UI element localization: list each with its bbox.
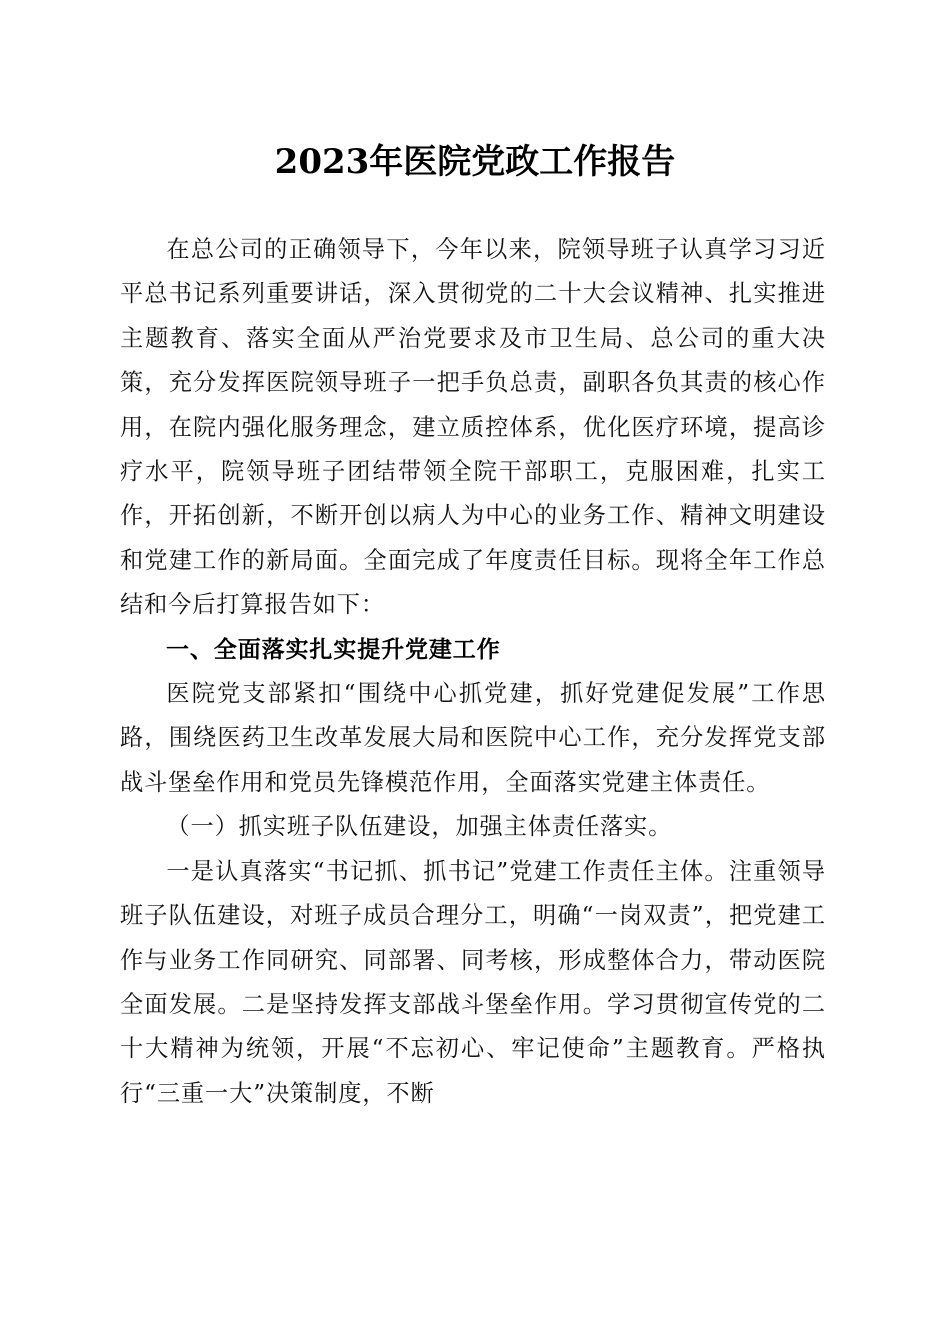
intro-paragraph: 在总公司的正确领导下，今年以来，院领导班子认真学习习近平总书记系列重要讲话，深入贯彻党的二十大会议精神、扎实推进主题教育、落实全面从严治党要求及市卫生局、总公司的重大决策，充分发挥医院领导班子一把手负总责，副职各负其责的核心作用，在院内强化服务理念，建立质控体系，优化医疗环境，提高诊疗水平，院领导班子团结带领全院干部职工，克服困难，扎实工作，开拓创新，不断开创以病人为中心的业务工作、精神文明建设和党建工作的新局面。全面完成了年度责任目标。现将全年工作总结和今后打算报告如下： [120, 236, 826, 619]
section-paragraph-party-building: 医院党支部紧扣“围绕中心抓党建，抓好党建促发展”工作思路，围绕医药卫生改革发展大局和医院中心工作，充分发挥党支部战斗堡垒作用和党员先锋模范作用，全面落实党建主体责任。 [120, 680, 826, 796]
section-heading-party-building: 一、全面落实扎实提升党建工作 [166, 636, 501, 663]
document-body [120, 228, 826, 1116]
subsection-paragraph-team-building: 一是认真落实“书记抓、抓书记”党建工作责任主体。注重领导班子队伍建设，对班子成员合理分工，明确“一岗双责”，把党建工作与业务工作同研究、同部署、同考核，形成整体合力，带动医院全面发展。二是坚持发挥支部战斗堡垒作用。学习贯彻宣传党的二十大精神为统领，开展“不忘初心、牢记使命”主题教育。严格执行“三重一大”决策制度，不断 [120, 857, 826, 1107]
document-title: 2023年医院党政工作报告 [274, 142, 676, 182]
subsection-heading-team-building: （一）抓实班子队伍建设，加强主体责任落实。 [166, 813, 673, 841]
